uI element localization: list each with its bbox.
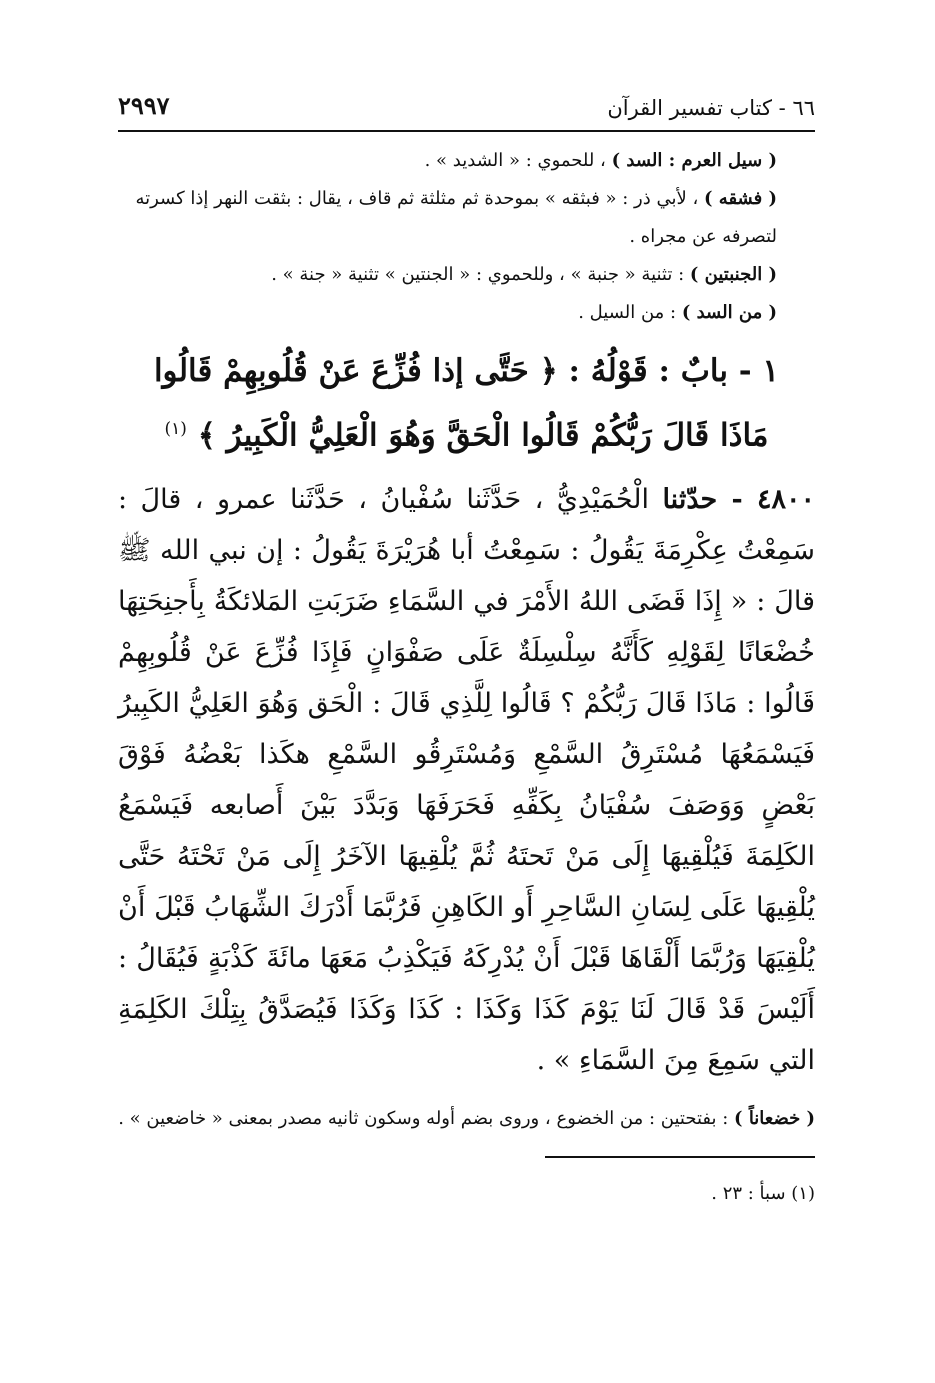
chapter-heading-line-2 — [118, 400, 815, 464]
gloss-term: ( فشقه ) — [704, 188, 777, 209]
gloss-term: ( سيل العرم : السد ) — [611, 150, 777, 171]
gloss-term: ( الجنبتين ) — [689, 264, 777, 285]
gloss-text: : بفتحتين : من الخضوع ، وروى بضم أوله وسكون ثانيه مصدر بمعنى « خاضعين » . — [118, 1108, 735, 1130]
gloss-term: ( من السد ) — [681, 302, 777, 323]
gloss-text: : تثنية « جنبة » ، وللحموي : « الجنتين » تثنية « جنة » . — [271, 264, 690, 285]
gloss-entry — [118, 1100, 815, 1138]
chapter-heading-line-2-text: مَاذَا قَالَ رَبُّكُمْ قَالُوا الْحَقَّ وَهُوَ الْعَلِيُّ الْكَبِيرُ ﴾ — [197, 417, 769, 454]
footnote-marker: (١) — [164, 419, 187, 439]
header-rule — [118, 130, 815, 132]
gloss-entry — [118, 294, 815, 332]
gloss-entry — [118, 142, 815, 180]
running-title: ٦٦ - كتاب تفسير القرآن — [607, 96, 815, 120]
footnote-rule — [545, 1156, 815, 1158]
gloss-entry — [118, 180, 815, 256]
page — [118, 78, 815, 1212]
page-header — [118, 78, 815, 120]
chapter-heading-line-1: ١ - بابٌ : قَوْلُهُ : ﴿ حَتَّى إذا فُزِّعَ عَنْ قُلُوبِهِمْ قَالُوا — [153, 353, 780, 389]
chapter-heading — [118, 342, 815, 464]
hadith-body: الْحُمَيْدِيُّ ، حَدَّثَنا سُفْيانُ ، حَدَّثَنا عمرو ، قالَ : سَمِعْتُ عِكْرِمَةَ يَقُولُ : سَمِعْتُ أبا هُرَيْرَةَ يَقُولُ : إن نبي الله ﷺ قالَ : « إِذَا قَضَى اللهُ الأَمْرَ في السَّمَاءِ ضَرَبَتِ المَلائكَةُ بِأَجنِحَتِهَا خُضْعَانًا لِقَوْلِهِ كَأَنَّهُ سِلْسِلَةٌ عَلَى صَفْوَانٍ فَإِذَا فُزِّعَ عَنْ قُلُوبِهِمْ قَالُوا : مَاذَا قَالَ رَبُّكُمْ ؟ قَالُوا لِلَّذِي قَالَ : الْحَق وَهُوَ العَلِيُّ الكَبِيرُ فَيَسْمَعُهَا مُسْتَرِقُ السَّمْعِ وَمُسْتَرِقُو السَّمْعِ هكَذا بَعْضُهُ فَوْقَ بَعْضٍ وَوَصَفَ سُفْيَانُ بِكَفِّهِ فَحَرَفَهَا وَبَدَّدَ بَيْنَ أَصابعه فَيَسْمَعُ الكَلِمَةَ فَيُلْقِيهَا إِلَى مَنْ تَحتَهُ ثُمَّ يُلْقِيهَا الآخَرُ إِلَى مَنْ تَحْتَهُ حَتَّى يُلْقِيهَا عَلَى لِسَانِ السَّاحِرِ أَو الكَاهِنِ فَرُبَّمَا أَدْرَكَ الشِّهَابُ قَبْلَ أَنْ يُلْقِيَهَا وَرُبَّمَا أَلْقَاهَا قَبْلَ أَنْ يُدْرِكَهُ فَيَكْذِبُ مَعَهَا مائَةَ كَذْبَةٍ فَيُقَالُ : أَلَيْسَ قَدْ قَالَ لَنَا يَوْمَ كَذَا وَكَذَا : كَذَا وَكَذَا فَيُصَدَّقُ بِتِلْكَ الكَلِمَةِ التي سَمِعَ مِنَ السَّمَاءِ » . — [118, 484, 815, 1077]
gloss-text: ، لأبي ذر : « فبثقه » بموحدة ثم مثلثة ثم قاف ، يقال : بثقت النهر إذا كسرته لتصرفه عن مجراه . — [135, 188, 777, 247]
gloss-entry — [118, 256, 815, 294]
hadith-number: ٤٨٠٠ - حدّثنا — [662, 484, 815, 516]
gloss-text: : من السيل . — [578, 302, 682, 323]
footnote: (١) سبأ : ٢٣ . — [711, 1183, 815, 1205]
page-number: ٢٩٩٧ — [118, 91, 170, 120]
gloss-text: ، للحموي : « الشديد » . — [424, 150, 612, 171]
hadith-text — [118, 474, 815, 1086]
gloss-term: ( خضعاناً ) — [734, 1108, 815, 1130]
